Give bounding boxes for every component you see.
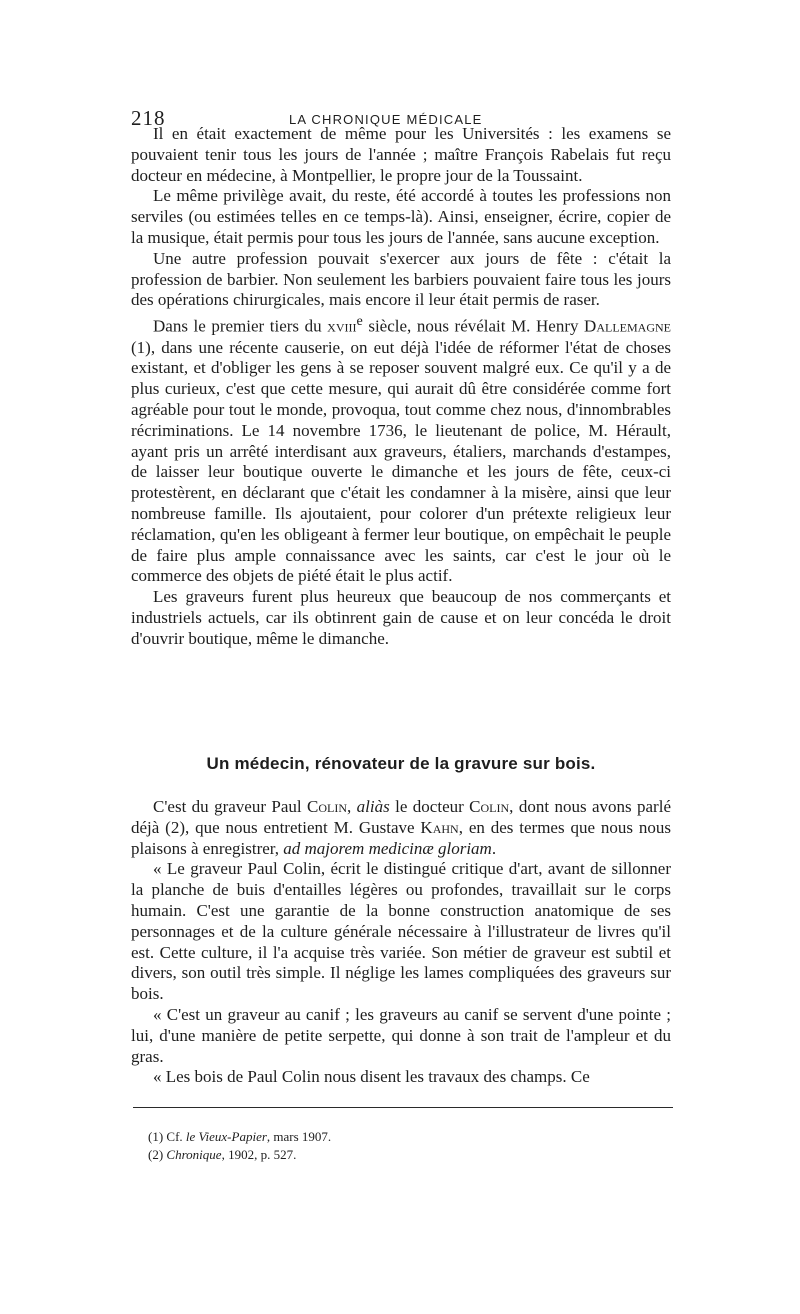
footnote-rule xyxy=(133,1107,673,1108)
paragraph: Le même privilège avait, du reste, été accordé à toutes les professions non serviles (ou estimées telles en ce temps-là). Ainsi, enseigner, écrire, copier de la musique, était permis pour tous les jours de l'année, sans aucune exception. xyxy=(131,186,671,247)
author-name: Dallemagne xyxy=(584,316,671,336)
section-heading: Un médecin, rénovateur de la gravure sur bois. xyxy=(206,754,596,773)
paragraph: Dans le premier tiers du xviii$^e$ siècle, nous révélait M. Henry Dallemagne (1), dans une récente causerie, on eut déjà l'idée de réformer l'état de choses existant, et d'obliger les gens à se reposer souvent malgré eux. Ce qu'il y a de plus curieux, c'est que cette mesure, qui aurait dû être considérée comme fort agréable pour tout le monde, provoqua, tout comme chez nous, d'innombrables récriminations. Le 14 novembre 1736, le lieutenant de police, M. Hérault, ayant pris un arrêté interdisant aux graveurs, étaliers, marchands d'estampes, de laisser leur boutique ouverte le dimanche et les jours de fête, ceux-ci protestèrent, en déclarant que c'était les condamner à la misère, ainsi que leur nombreuse famille. Ils ajoutaient, pour colorer d'un prétexte religieux leur réclamation, qu'en les obligeant à fermer leur boutique, on empêchait le peuple de faire plus ample connaissance avec les saints, car c'est le jour où le commerce des objets de piété était le plus actif. xyxy=(131,313,671,586)
person-name: Kahn xyxy=(420,817,459,837)
footnotes xyxy=(148,1128,668,1164)
latin-phrase: ad majorem medicinæ gloriam xyxy=(283,838,492,858)
paragraph: « C'est un graveur au canif ; les graveurs au canif se servent d'une pointe ; lui, d'une manière de petite serpette, qui donne à son trait de l'ampleur et du gras. xyxy=(131,1004,671,1066)
century-numeral: xviii xyxy=(327,316,357,336)
paragraph: Il en était exactement de même pour les Universités : les examens se pouvaient tenir tous les jours de l'année ; maître François Rabelais fut reçu docteur en médecine, à Montpellier, le propre jour de la Toussaint. xyxy=(131,124,671,185)
person-name: Colin xyxy=(469,797,510,816)
paragraph: « Les bois de Paul Colin nous disent les travaux des champs. Ce xyxy=(153,1067,590,1087)
footnote-1: (1) Cf. le Vieux-Papier, mars 1907. xyxy=(148,1129,332,1144)
paragraph: « Le graveur Paul Colin, écrit le distingué critique d'art, avant de sillonner la planche de buis d'entailles légères ou profondes, travaillait sur le corps humain. C'est une garantie de la bonne construction anatomique de ses personnages et de la culture générale nécessaire à l'illustrateur de livres qu'il est. Cette culture, il l'a acquise très variée. Son métier de graveur est subtil et divers, son outil très simple. Il néglige les lames compliquées des graveurs sur bois. xyxy=(131,859,671,1004)
paragraph: Une autre profession pouvait s'exercer aux jours de fête : c'était la profession de barbier. Non seulement les barbiers pouvaient faire tous les jours des opérations chirurgicales, mais encore il leur était permis de raser. xyxy=(131,248,671,310)
section-text xyxy=(131,797,671,1088)
paragraph: Les graveurs furent plus heureux que beaucoup de nos commerçants et industriels actuels, car ils obtinrent gain de cause et on leur concéda le droit d'ouvrir boutique, même le dimanche. xyxy=(131,587,671,648)
running-title: LA CHRONIQUE MÉDICALE xyxy=(289,112,483,127)
paragraph: C'est du graveur Paul Colin, aliàs le docteur Colin, dont nous avons parlé déjà (2), que nous entretient M. Gustave Kahn, en des termes que nous nous plaisons à enregistrer, ad majorem medicinæ gloriam. xyxy=(131,797,671,858)
footnote-2: (2) Chronique, 1902, p. 527. xyxy=(148,1147,297,1162)
page-number: 218 xyxy=(131,106,166,130)
person-name: Colin xyxy=(307,797,348,816)
main-text xyxy=(131,124,671,650)
